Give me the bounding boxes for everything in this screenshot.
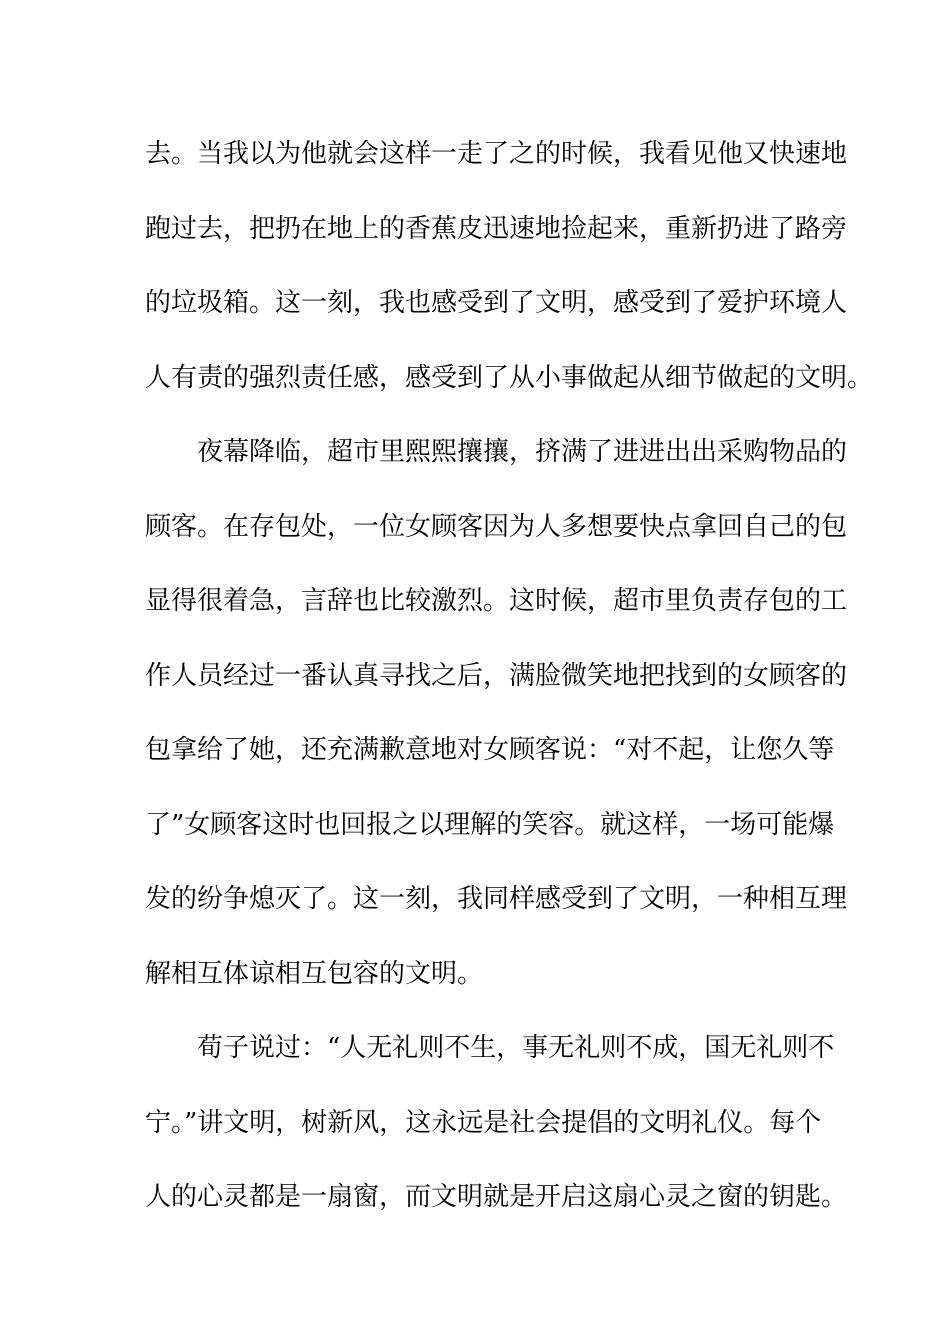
text-line: 顾客。在存包处，一位女顾客因为人多想要快点拿回自己的包: [145, 511, 848, 542]
text-line: 人的心灵都是一扇窗，而文明就是开启这扇心灵之窗的钥匙。: [145, 1182, 848, 1212]
body-text: [145, 130, 874, 1248]
text-line: 荀子说过：“人无礼则不生，事无礼则不成，国无礼则不: [197, 1033, 835, 1063]
text-line: 跑过去，把扔在地上的香蕉皮迅速地捡起来，重新扔进了路旁: [145, 213, 848, 244]
text-line: 解相互体谅相互包容的文明。: [145, 958, 484, 989]
text-line: 发的纷争熄灭了。这一刻，我同样感受到了文明，一种相互理: [145, 884, 848, 914]
text-line: 宁。”讲文明，树新风，这永远是社会提倡的文明礼仪。每个: [145, 1107, 822, 1138]
text-line: 了”女顾客这时也回报之以理解的笑容。就这样，一场可能爆: [145, 809, 835, 840]
text-line: 人有责的强烈责任感，感受到了从小事做起从细节做起的文明。: [145, 362, 874, 393]
text-line: 包拿给了她，还充满歉意地对女顾客说：“对不起，让您久等: [145, 735, 835, 765]
text-line: 作人员经过一番认真寻找之后，满脸微笑地把找到的女顾客的: [145, 660, 848, 691]
text-line: 显得很着急，言辞也比较激烈。这时候，超市里负责存包的工: [145, 586, 848, 616]
text-line: 夜幕降临，超市里熙熙攘攘，挤满了进进出出采购物品的: [197, 437, 848, 467]
text-line: 的垃圾箱。这一刻，我也感受到了文明，感受到了爱护环境人: [145, 288, 848, 318]
text-line: 去。当我以为他就会这样一走了之的时候，我看见他又快速地: [145, 139, 848, 169]
